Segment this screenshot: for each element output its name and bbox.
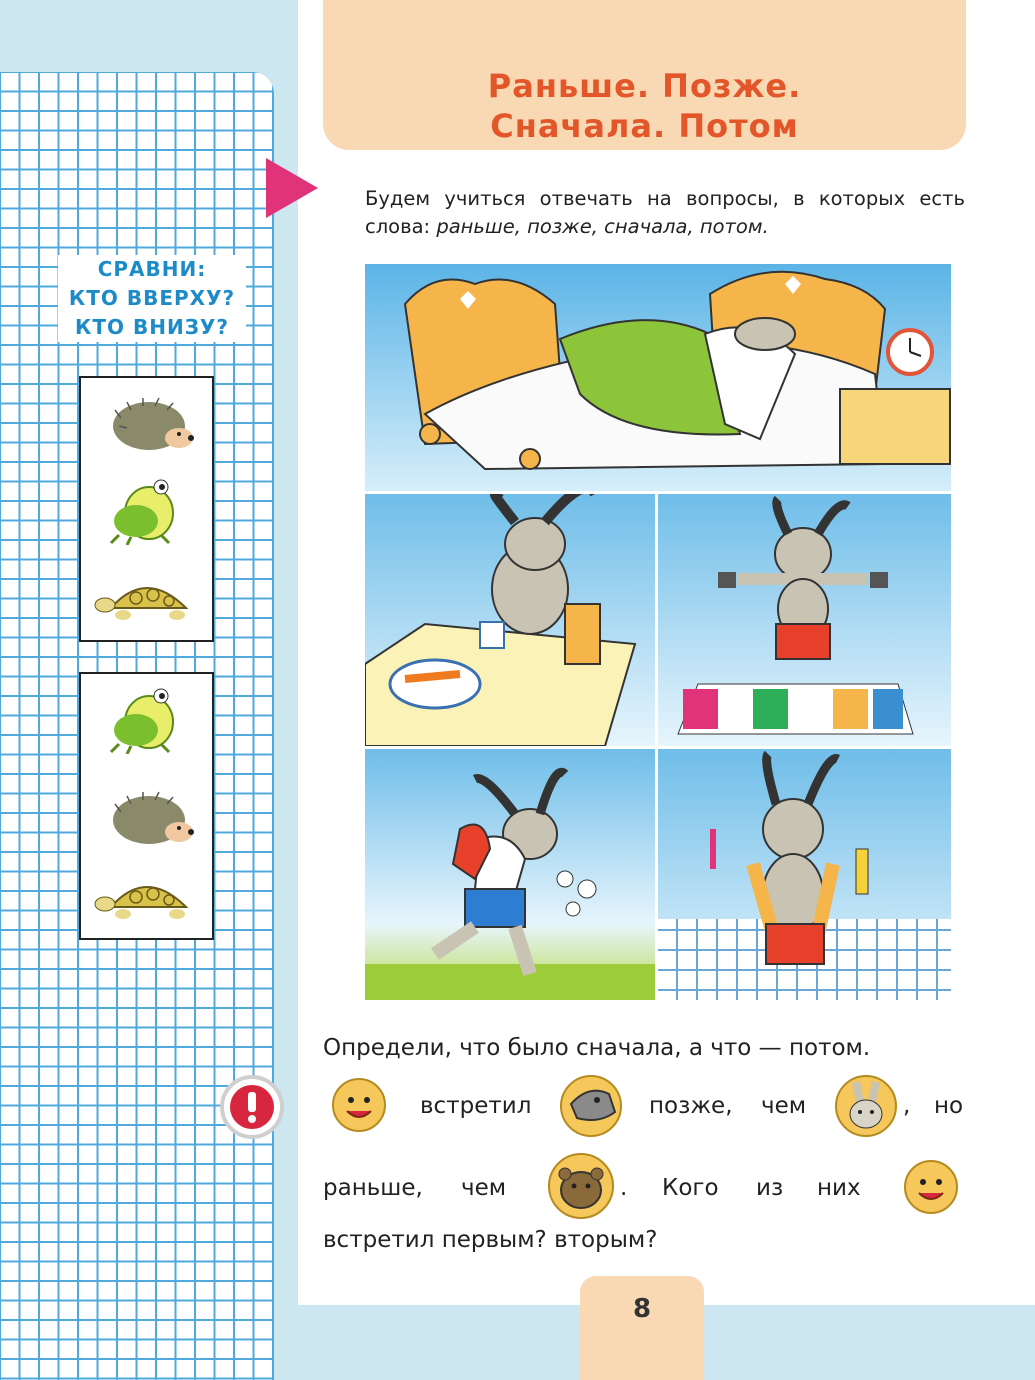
- animal-stack-1: [79, 376, 214, 642]
- compare-line-1: СРАВНИ:: [97, 257, 207, 281]
- word-than-1: чем: [761, 1093, 807, 1119]
- animal-stack-2: [79, 672, 214, 940]
- frog-icon: [91, 473, 205, 545]
- hare-icon: [834, 1072, 898, 1138]
- turtle-icon: [91, 862, 205, 934]
- hedgehog-icon: [91, 782, 205, 854]
- panel-brushing-hare: [658, 749, 951, 1000]
- task-question: Определи, что было сначала, а что — потом.: [323, 1035, 871, 1061]
- task-last-line: встретил первым? вторым?: [323, 1227, 658, 1253]
- intro-text: [365, 185, 965, 241]
- compare-line-3: КТО ВНИЗУ?: [75, 315, 229, 339]
- wolf-icon: [559, 1074, 623, 1138]
- panel-walking-hare: [365, 749, 655, 1000]
- word-but: но: [934, 1093, 964, 1119]
- panel-sleeping-hare: [365, 264, 951, 491]
- pointer-triangle-icon: [266, 158, 318, 218]
- panel-breakfast-hare: [365, 494, 655, 746]
- panel-exercising-hare: [658, 494, 951, 746]
- word-later: позже,: [649, 1093, 733, 1119]
- lesson-title-line-2: Сначала. Потом: [490, 107, 799, 145]
- lesson-title-panel: [323, 0, 966, 150]
- intro-plain: Будем учиться отвечать на вопросы, в которых есть слова:: [365, 187, 965, 238]
- word-met: встретил: [420, 1093, 532, 1119]
- word-earlier: раньше,: [323, 1175, 423, 1201]
- word-them: них: [817, 1175, 861, 1201]
- lesson-title-line-1: Раньше. Позже.: [487, 67, 802, 105]
- period: .: [620, 1175, 628, 1201]
- turtle-icon: [91, 563, 205, 635]
- compare-heading: [58, 255, 246, 342]
- word-whom: Кого: [662, 1175, 719, 1201]
- kolobok-icon: [331, 1077, 387, 1133]
- bear-icon: [547, 1152, 615, 1220]
- page-number: 8: [580, 1276, 704, 1380]
- hedgehog-icon: [91, 388, 205, 460]
- attention-icon: [219, 1074, 285, 1140]
- comic-strip: [365, 264, 951, 1000]
- word-of: из: [756, 1175, 784, 1201]
- comma: ,: [903, 1093, 911, 1119]
- compare-line-2: КТО ВВЕРХУ?: [68, 286, 236, 310]
- word-than-2: чем: [461, 1175, 507, 1201]
- frog-icon: [91, 682, 205, 754]
- intro-keywords: раньше, позже, сначала, потом.: [436, 215, 769, 238]
- kolobok-icon: [903, 1159, 959, 1215]
